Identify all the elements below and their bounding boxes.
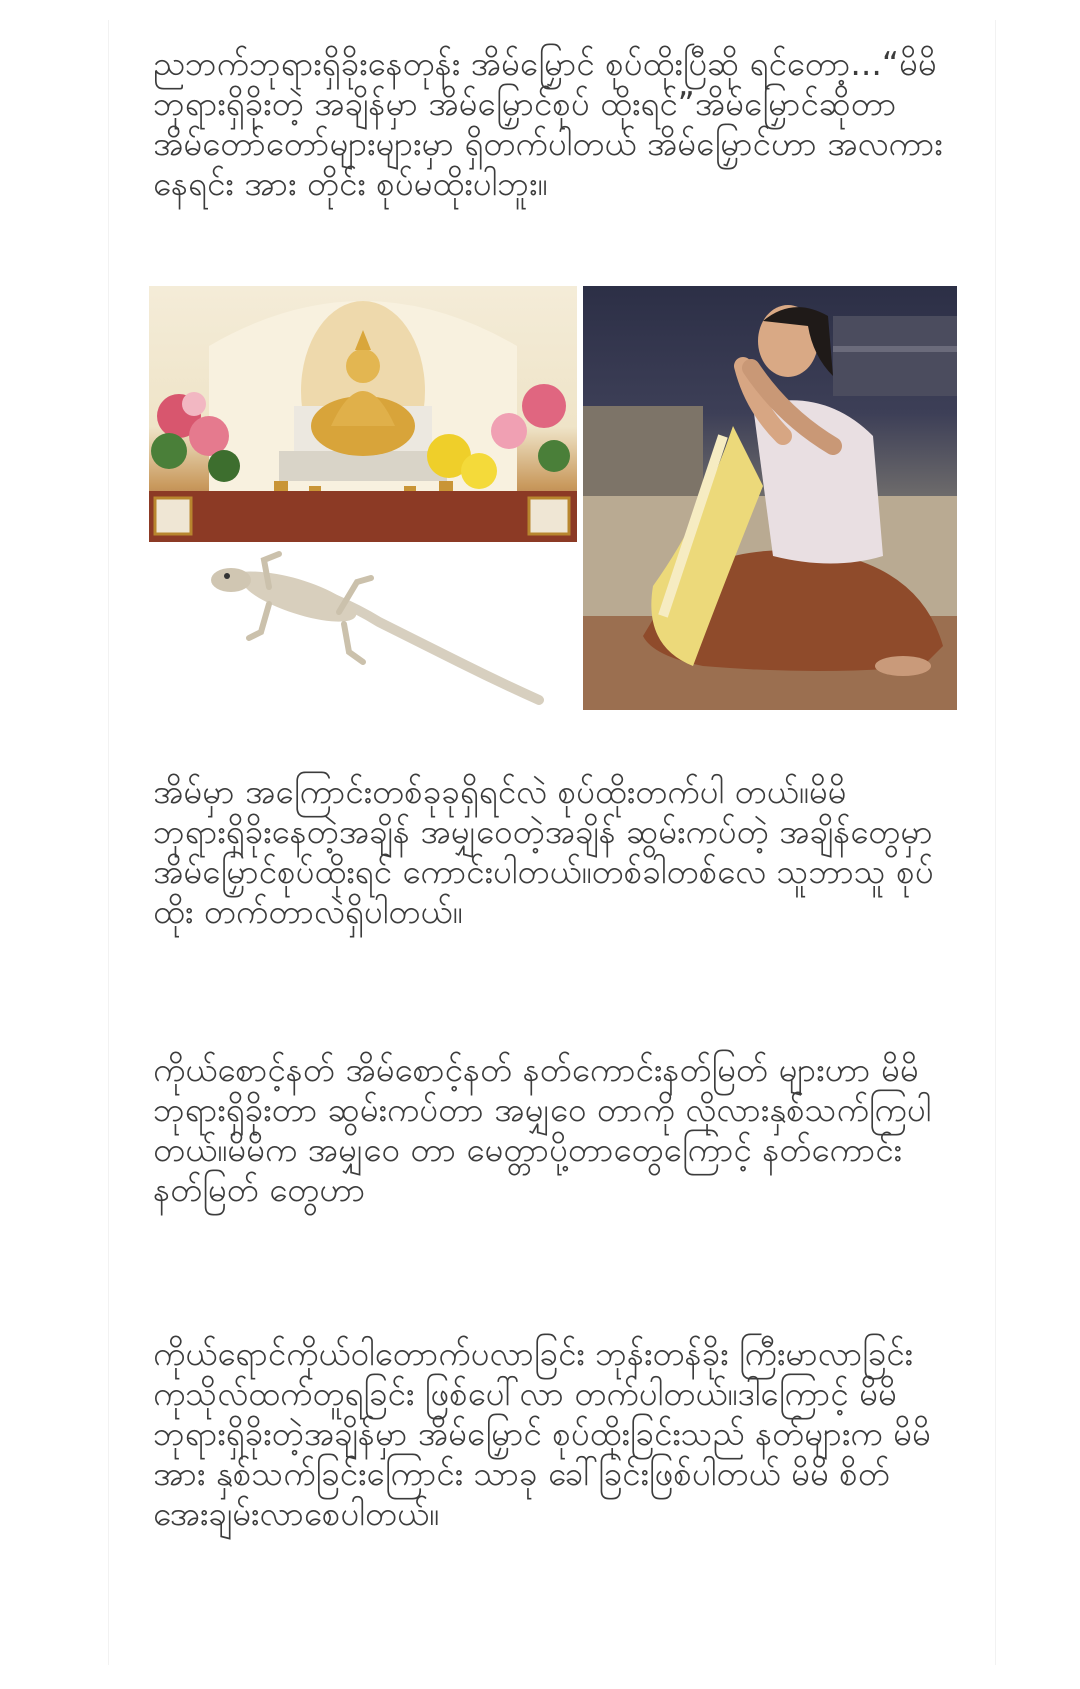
buddha-altar-image [149,286,577,542]
article-column [108,20,996,1665]
paragraph-4: ကိုယ်ရောင်ကိုယ်ဝါတောက်ပလာခြင်း ဘုန်းတန်ခိုး ကြီးမာလာခြင်း ကုသိုလ်ထက်တူရခြင်း ဖြစ်ပေါ်လာ တက်ပါတယ်။ဒါကြောင့် မိမိ ဘုရားရှိခိုးတဲ့အချိန်မှာ အိမ်မြှောင် စုပ်ထိုးခြင်းသည် နတ်များက မိမိအား နှစ်သက်ခြင်းကြောင်း သာခု ခေါ်ခြင်းဖြစ်ပါတယ် မိမိ စိတ်အေးချမ်းလာစေပါတယ်။ [153,1334,931,1533]
image-collage [149,286,957,710]
gecko-image [149,542,577,710]
paragraph-3: ကိုယ်စောင့်နတ် အိမ်စောင့်နတ် နတ်ကောင်းနတ်မြတ် များဟာ မိမိ ဘုရားရှိခိုးတာ ဆွမ်းကပ်တာ အမျှဝေ တာကို လိုလားနှစ်သက်ကြပါတယ်။မိမိက အမျှဝေ တာ မေတ္တာပို့တာတွေကြောင့် နတ်ကောင်း နတ်မြတ် တွေဟာ [153,1050,932,1209]
praying-woman-image [583,286,957,710]
paragraph-2: အိမ်မှာ အကြောင်းတစ်ခုခုရှိရင်လဲ စုပ်ထိုးတက်ပါ တယ်။မိမိ ဘုရားရှိခိုးနေတဲ့အချိန် အမျှဝေတဲ့အချိန် ဆွမ်းကပ်တဲ့ အချိန်တွေမှာ အိမ်မြှောင်စုပ်ထိုးရင် ကောင်းပါတယ်။တစ်ခါတစ်လေ သူဘာသူ စုပ်ထိုး တက်တာလဲရှိပါတယ်။ [153,772,934,931]
paragraph-1: ညဘက်ဘုရားရှိခိုးနေတုန်း အိမ်မြှောင် စုပ်ထိုးပြီဆို ရင်တော့...“မိမိ ဘုရားရှိခိုးတဲ့ အချိန်မှာ အိမ်မြှောင်စုပ် ထိုးရင်”အိမ်မြှောင်ဆိုတာ အိမ်တော်တော်များများမှာ ရှိတက်ပါတယ် အိမ်မြှောင်ဟာ အလကားနေရင်း အား တိုင်း စုပ်မထိုးပါဘူး။ [153,44,943,203]
